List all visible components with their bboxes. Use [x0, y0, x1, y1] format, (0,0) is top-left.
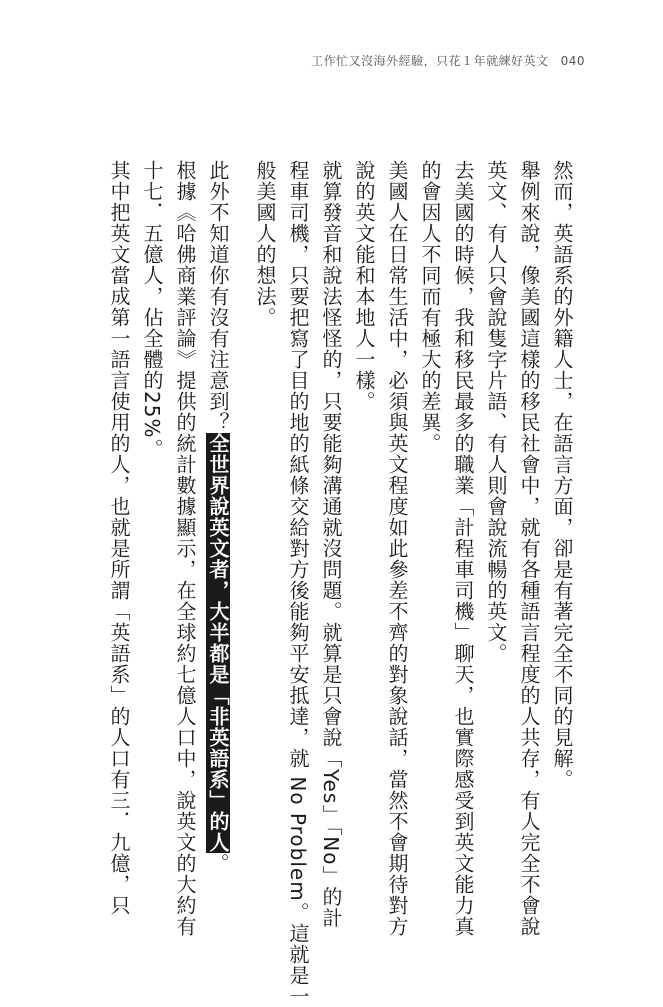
paragraph-line: 就算發音和說法怪怪的，只要能夠溝通就沒問題。就算是只會說「Yes」「No」的計	[319, 160, 343, 929]
paragraph-line: 的會因人不同而有極大的差異。	[418, 160, 442, 454]
paragraph-line: 根據《哈佛商業評論》提供的統計數據顯示，在全球約七億人口中，說英文的大約有	[173, 160, 197, 937]
paragraph-line: 去美國的時候，我和移民最多的職業「計程車司機」聊天，也實際感受到英文能力真	[451, 160, 475, 937]
paragraph-line: 程車司機，只要把寫了目的地的紙條交給對方後能夠平安抵達，就 No Problem。這就是一	[286, 160, 310, 1007]
line-suffix: 。	[206, 853, 230, 874]
line-prefix: 此外不知道你有沒有注意到？	[206, 160, 230, 433]
paragraph-line: 英文、有人只會說隻字片語、有人則會說流暢的英文。	[484, 160, 508, 664]
book-title: 工作忙又沒海外經驗，只花１年就練好英文	[311, 54, 549, 68]
paragraph-gap	[234, 160, 248, 840]
paragraph-line-emphasis	[201, 160, 234, 874]
paragraph-line: 十七．五億人，佔全體的25%。	[140, 160, 164, 460]
paragraph-line: 然而，英語系的外籍人士，在語言方面，卻是有著完全不同的見解。	[550, 160, 574, 790]
paragraph-line: 般美國人的想法。	[253, 160, 277, 328]
paragraph-line: 舉例來說，像美國這樣的移民社會中，就有各種語言程度的人共存，有人完全不會說	[517, 160, 541, 937]
body-text	[78, 160, 578, 1007]
highlighted-statement: 全世界說英文者，大半都是「非英語系」的人	[206, 433, 230, 853]
paragraph-line: 其中把英文當成第一語言使用的人，也就是所謂「英語系」的人口有三．九億，只	[107, 160, 131, 916]
paragraph-line: 美國人在日常生活中，必須與英文程度如此參差不齊的對象說話，當然不會期待對方	[385, 160, 409, 937]
running-header	[311, 52, 585, 69]
page-number: 040	[560, 54, 585, 68]
paragraph-line: 說的英文能和本地人一樣。	[352, 160, 376, 412]
